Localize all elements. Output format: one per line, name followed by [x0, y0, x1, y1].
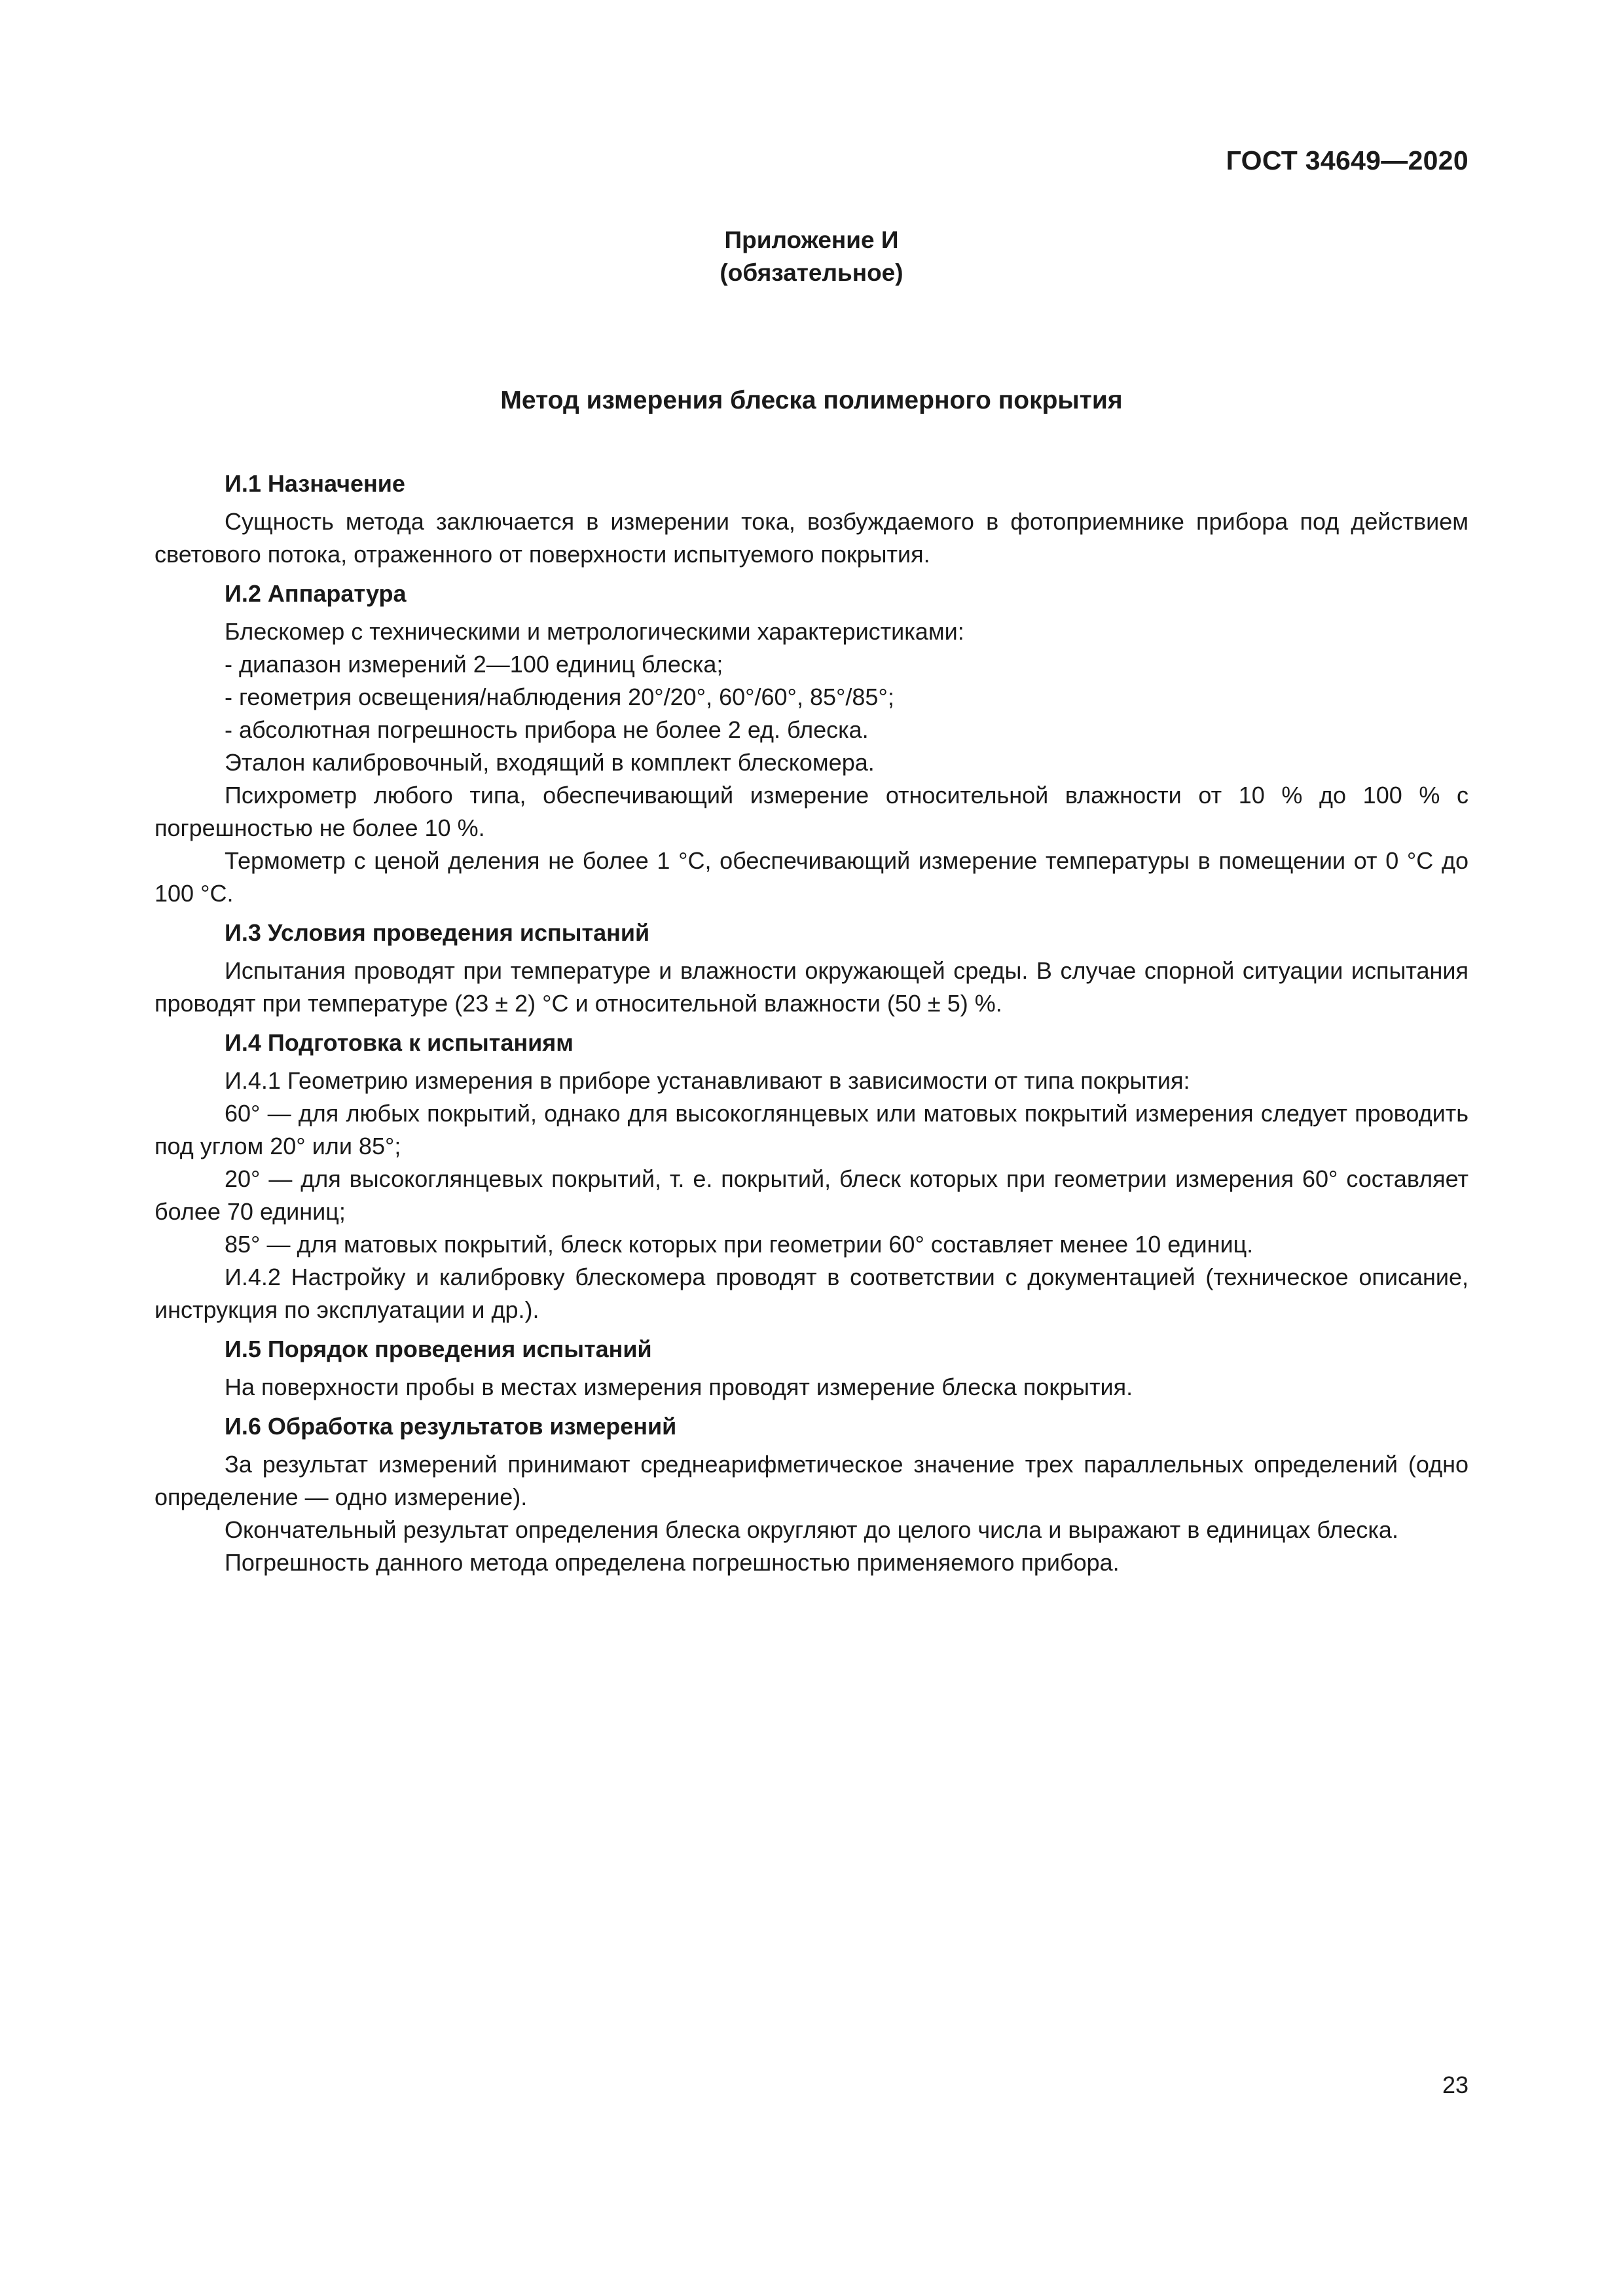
list-item: - диапазон измерений 2—100 единиц блеска; [225, 651, 723, 678]
annex-status: (обязательное) [720, 259, 903, 286]
document-body [155, 467, 1468, 1586]
section-heading: И.2 Аппаратура [225, 580, 407, 607]
annex-title: Приложение И [724, 227, 899, 253]
paragraph: 20° — для высокоглянцевых покрытий, т. е. покрытий, блеск которых при геометрии измерения 60° составляет более 70 единиц; [155, 1165, 1468, 1225]
list-item: - абсолютная погрешность прибора не более 2 ед. блеска. [225, 716, 869, 743]
paragraph: Эталон калибровочный, входящий в комплект блескомера. [225, 749, 875, 776]
section-purpose [155, 467, 1468, 571]
section-procedure [155, 1333, 1468, 1404]
paragraph: 60° — для любых покрытий, однако для высокоглянцевых или матовых покрытий измерения следует проводить под углом 20° или 85°; [155, 1100, 1468, 1159]
paragraph: Сущность метода заключается в измерении тока, возбуждаемого в фотоприемнике прибора под действием светового потока, отраженного от поверхности испытуемого покрытия. [155, 508, 1468, 568]
section-heading: И.6 Обработка результатов измерений [225, 1413, 677, 1440]
page-number: 23 [1442, 2071, 1468, 2098]
paragraph: Окончательный результат определения блеска округляют до целого числа и выражают в единицах блеска. [225, 1516, 1398, 1543]
section-apparatus [155, 577, 1468, 910]
paragraph: За результат измерений принимают среднеарифметическое значение трех параллельных определений (одно определение — одно измерение). [155, 1451, 1468, 1510]
paragraph: 85° — для матовых покрытий, блеск которых при геометрии 60° составляет менее 10 единиц. [225, 1231, 1254, 1258]
list-item: - геометрия освещения/наблюдения 20°/20°, 60°/60°, 85°/85°; [225, 683, 894, 710]
document-code: ГОСТ 34649—2020 [1226, 145, 1468, 175]
section-results [155, 1410, 1468, 1579]
section-heading: И.4 Подготовка к испытаниям [225, 1029, 574, 1056]
section-heading: И.5 Порядок проведения испытаний [225, 1336, 652, 1362]
paragraph: Испытания проводят при температуре и влажности окружающей среды. В случае спорной ситуации испытания проводят при температуре (23 ± 2) °С и относительной влажности (50 ± 5) %. [155, 957, 1468, 1017]
paragraph: Погрешность данного метода определена погрешностью применяемого прибора. [225, 1549, 1120, 1576]
section-test-conditions [155, 917, 1468, 1020]
paragraph: Термометр с ценой деления не более 1 °С, обеспечивающий измерение температуры в помещении от 0 °С до 100 °С. [155, 847, 1468, 907]
paragraph: И.4.1 Геометрию измерения в приборе устанавливают в зависимости от типа покрытия: [225, 1067, 1190, 1094]
paragraph: На поверхности пробы в местах измерения проводят измерение блеска покрытия. [225, 1374, 1133, 1400]
paragraph: Блескомер с техническими и метрологическими характеристиками: [225, 618, 964, 645]
document-title: Метод измерения блеска полимерного покрытия [500, 386, 1123, 414]
paragraph: И.4.2 Настройку и калибровку блескомера проводят в соответствии с документацией (техническое описание, инструкция по эксплуатации и др.). [155, 1264, 1468, 1323]
section-preparation [155, 1027, 1468, 1326]
section-heading: И.1 Назначение [225, 470, 405, 497]
section-heading: И.3 Условия проведения испытаний [225, 919, 650, 946]
paragraph: Психрометр любого типа, обеспечивающий измерение относительной влажности от 10 % до 100 % с погрешностью не более 10 %. [155, 782, 1468, 841]
